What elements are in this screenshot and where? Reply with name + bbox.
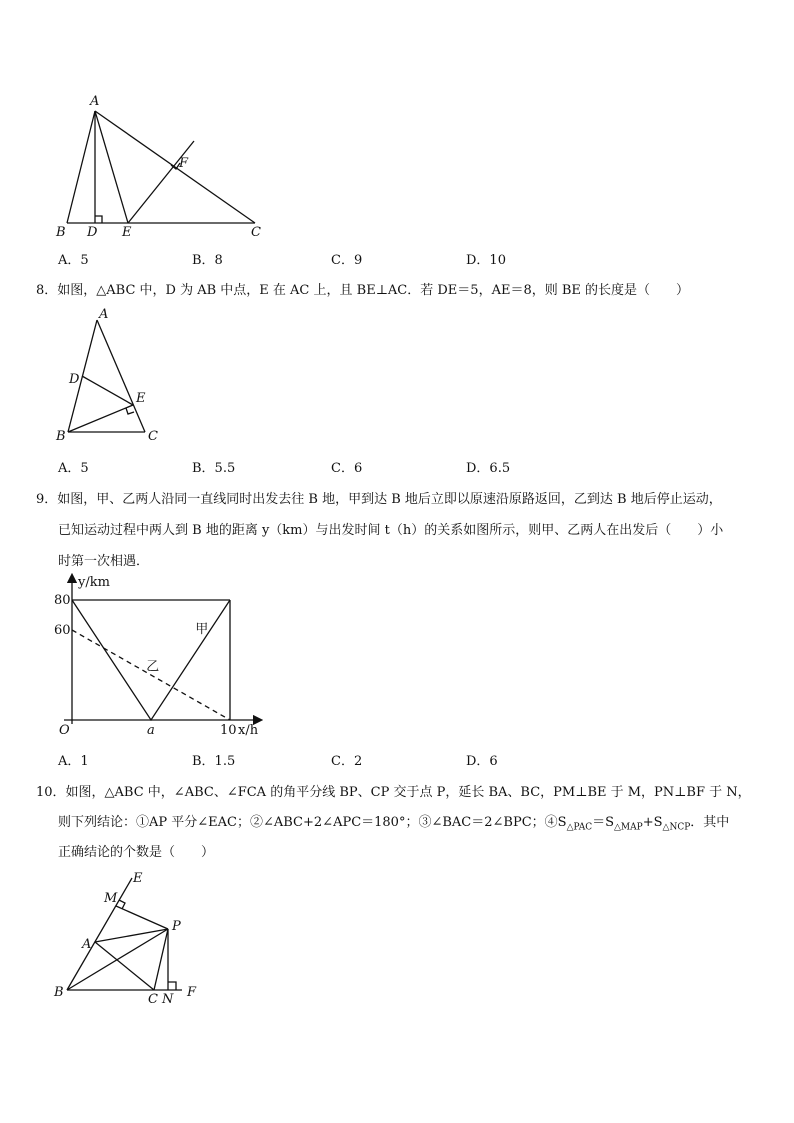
label-F: F xyxy=(187,985,197,1000)
x-tick-label-a: a xyxy=(147,723,155,738)
q10-figure xyxy=(52,868,212,1008)
right-angle-D xyxy=(95,216,102,223)
q10-question-line1: 10．如图，△ABC 中，∠ABC、∠FCA 的角平分线 BP、CP 交于点 P，延长 BA、BC，PM⊥BE 于 M，PN⊥BF 于 N， xyxy=(36,785,751,800)
q7-option-b: B．8 xyxy=(192,253,223,268)
q7-option-c: C．9 xyxy=(331,253,363,268)
label-B: B xyxy=(56,429,66,444)
label-C: C xyxy=(148,992,158,1007)
label-E: E xyxy=(122,225,132,240)
q10-line2-mid1: ＝S xyxy=(592,815,615,830)
series-label-yi: 乙 xyxy=(146,659,160,675)
segment-AC xyxy=(97,320,145,432)
x-tick-label-10: 10 xyxy=(220,723,237,738)
q8-question: 8．如图，△ABC 中，D 为 AB 中点，E 在 AC 上，且 BE⊥AC．若 DE＝5，AE＝8，则 BE 的长度是（ ） xyxy=(36,283,690,298)
q10-line2-mid2: +S xyxy=(642,815,663,830)
q9-question-line3: 时第一次相遇． xyxy=(58,554,150,569)
q10-line2-post: ．其中 xyxy=(690,815,730,830)
label-P: P xyxy=(172,919,181,934)
label-N: N xyxy=(162,992,174,1007)
q9-question-line1: 9．如图，甲、乙两人沿同一直线同时出发去往 B 地，甲到达 B 地后立即以原速沿原路返回，乙到达 B 地后停止运动， xyxy=(36,492,722,507)
q8-figure xyxy=(52,306,172,448)
segment-EF-extended xyxy=(128,141,194,223)
q10-line2-pre: 则下列结论：①AP 平分∠EAC；②∠ABC+2∠APC＝180°；③∠BAC＝2∠BPC；④S xyxy=(58,815,567,830)
q9-option-a: A．1 xyxy=(58,754,89,769)
q10-sub-ncp: △NCP xyxy=(662,822,691,833)
segment-PM xyxy=(116,906,168,929)
y-axis-label: y/km xyxy=(78,575,110,590)
label-E: E xyxy=(133,871,143,886)
segment-DE xyxy=(82,376,133,405)
right-angle-N xyxy=(168,982,176,990)
x-axis-label: x/h xyxy=(238,723,259,738)
q7-option-d: D．10 xyxy=(466,253,506,268)
right-angle-E xyxy=(126,408,134,414)
label-D: D xyxy=(69,372,80,387)
q9-option-d: D．6 xyxy=(466,754,498,769)
q9-option-c: C．2 xyxy=(331,754,363,769)
label-A: A xyxy=(99,307,109,322)
segment-AC xyxy=(95,111,255,223)
q8-option-c: C．6 xyxy=(331,461,363,476)
q10-sub-pac: △PAC xyxy=(566,822,593,833)
y-tick-label-80: 80 xyxy=(54,593,71,608)
q10-sub-map: △MAP xyxy=(614,822,643,833)
origin-label: O xyxy=(59,723,70,738)
q9-option-b: B．1.5 xyxy=(192,754,236,769)
q8-option-a: A．5 xyxy=(58,461,89,476)
segment-AC xyxy=(95,942,154,990)
y-tick-label-60: 60 xyxy=(54,623,71,638)
label-F: F xyxy=(179,156,189,171)
segment-AE xyxy=(95,111,128,223)
q8-option-b: B．5.5 xyxy=(192,461,236,476)
q7-option-a: A．5 xyxy=(58,253,89,268)
q8-option-d: D．6.5 xyxy=(466,461,511,476)
segment-AB xyxy=(67,111,95,223)
label-C: C xyxy=(148,429,158,444)
label-A: A xyxy=(90,94,100,109)
q7-figure xyxy=(52,90,272,240)
series-line-yi xyxy=(72,630,230,720)
series-label-jia: 甲 xyxy=(195,622,209,637)
q9-question-line2: 已知运动过程中两人到 B 地的距离 y（km）与出发时间 t（h）的关系如图所示，则甲、乙两人在出发后（ ）小 xyxy=(58,523,724,538)
label-B: B xyxy=(56,225,66,240)
label-C: C xyxy=(251,225,261,240)
segment-BE xyxy=(67,878,132,990)
label-M: M xyxy=(104,891,118,906)
label-B: B xyxy=(54,985,64,1000)
label-A: A xyxy=(82,937,92,952)
label-D: D xyxy=(87,225,98,240)
segment-CP xyxy=(154,929,168,990)
label-E: E xyxy=(136,391,146,406)
segment-BE xyxy=(68,405,133,432)
q10-question-line3: 正确结论的个数是（ ） xyxy=(58,845,215,860)
q9-chart xyxy=(50,572,280,742)
